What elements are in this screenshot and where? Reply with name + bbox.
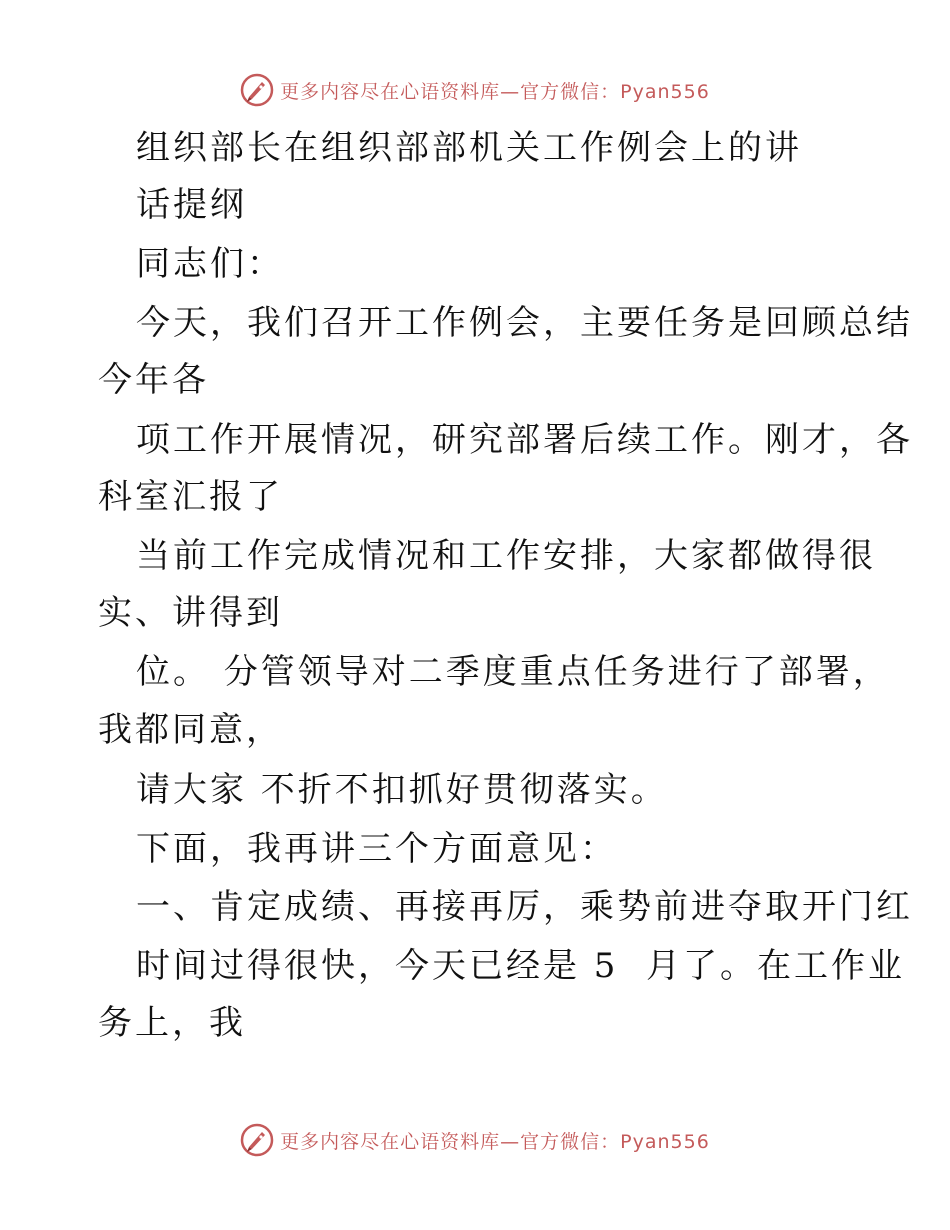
paragraph-line: 我都同意， — [98, 710, 283, 750]
paragraph-line: 项工作开展情况，研究部署后续工作。刚才，各 — [136, 420, 913, 460]
pen-nib-logo — [240, 1123, 274, 1157]
paragraph-line: 位。 分管领导对二季度重点任务进行了部署， — [136, 652, 890, 692]
paragraph-line: 今年各 — [98, 360, 209, 400]
paragraph-line: 今天，我们召开工作例会，主要任务是回顾总结 — [136, 303, 913, 343]
paragraph-line: 当前工作完成情况和工作安排，大家都做得很 — [136, 536, 876, 576]
paragraph-line: 下面，我再讲三个方面意见： — [136, 829, 617, 869]
paragraph-line: 科室汇报了 — [98, 477, 283, 517]
document-title-line-1: 组织部长在组织部部机关工作例会上的讲 — [136, 128, 802, 168]
paragraph-line: 时间过得很快，今天已经是 5 月了。在工作业 — [136, 946, 906, 986]
paragraph-line: 请大家 不折不扣抓好贯彻落实。 — [136, 770, 668, 810]
greeting: 同志们： — [136, 244, 284, 284]
section-heading: 一、肯定成绩、再接再厉，乘势前进夺取开门红 — [136, 887, 913, 927]
footer-watermark — [0, 1120, 950, 1160]
watermark-text: 更多内容尽在心语资料库—官方微信：Pyan556 — [280, 1130, 710, 1153]
watermark-text: 更多内容尽在心语资料库—官方微信：Pyan556 — [280, 80, 710, 103]
paragraph-line: 务上，我 — [98, 1003, 246, 1043]
document-title-line-2: 话提纲 — [136, 185, 247, 225]
paragraph-line: 实、讲得到 — [98, 593, 283, 633]
